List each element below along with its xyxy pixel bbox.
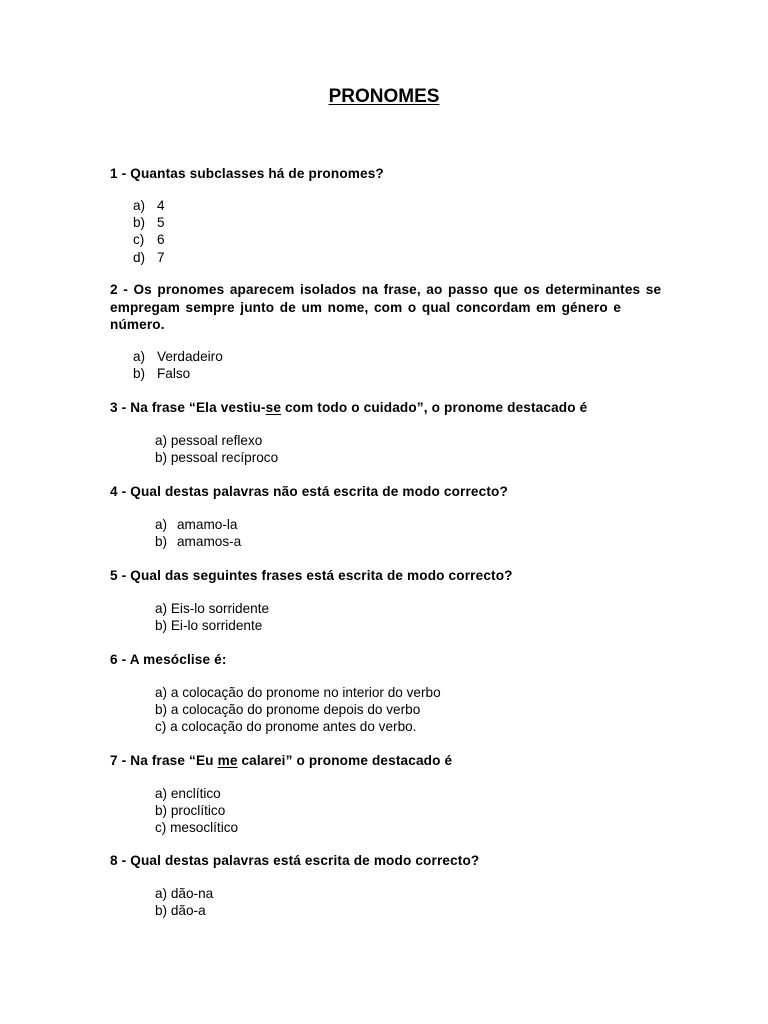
question-4-options	[155, 516, 241, 550]
option-letter: b)	[155, 534, 168, 550]
question-3	[110, 399, 710, 417]
option-4b	[155, 533, 241, 550]
question-2-options	[133, 348, 223, 382]
option-text: amamo-la	[177, 517, 238, 532]
question-3-text-after: com todo o cuidado”, o pronome destacado é	[281, 400, 588, 415]
option-text: Falso	[157, 366, 191, 382]
option-2b	[133, 365, 223, 382]
option-8b: b) dão-a	[155, 903, 206, 919]
option-text: 4	[157, 198, 165, 213]
option-1b	[133, 214, 165, 231]
option-7b: b) proclítico	[155, 803, 226, 819]
question-4: 4 - Qual destas palavras não está escrita de modo correcto?	[110, 484, 508, 499]
option-1c	[133, 231, 165, 248]
option-text: 6	[157, 232, 165, 248]
option-text: amamos-a	[177, 534, 242, 550]
option-1a	[133, 197, 165, 214]
question-3-options	[155, 432, 278, 466]
option-4a	[155, 516, 241, 533]
question-2	[110, 281, 710, 334]
option-text: Verdadeiro	[157, 349, 223, 364]
question-8-options	[155, 885, 213, 919]
question-1: 1 - Quantas subclasses há de pronomes?	[110, 166, 384, 181]
option-letter: b)	[133, 366, 146, 382]
option-5a: a) Eis-lo sorridente	[155, 601, 270, 616]
question-3-text-before: 3 - Na frase “Ela vestiu-	[110, 400, 266, 415]
question-2-line-1: 2 - Os pronomes aparecem isolados na frase, ao passo que os determinantes se	[110, 282, 662, 297]
option-1d	[133, 249, 165, 266]
question-7-highlight: me	[217, 753, 238, 768]
question-5-options	[155, 600, 269, 634]
option-8a: a) dão-na	[155, 886, 214, 901]
option-letter: a)	[133, 349, 146, 364]
question-7-text-after: calarei” o pronome destacado é	[237, 753, 453, 768]
option-7a: a) enclítico	[155, 786, 221, 801]
option-letter: a)	[133, 198, 146, 213]
page-title: PRONOMES	[328, 86, 440, 107]
question-7-options	[155, 785, 238, 837]
question-3-highlight: se	[265, 400, 282, 415]
option-2a	[133, 348, 223, 365]
option-7c: c) mesoclítico	[155, 820, 239, 836]
question-6-options	[155, 684, 441, 736]
option-text: 7	[157, 249, 165, 265]
question-1-options	[133, 197, 165, 266]
option-letter: c)	[133, 232, 145, 248]
question-7	[110, 752, 710, 770]
question-7-text-before: 7 - Na frase “Eu	[110, 753, 218, 768]
option-6c: c) a colocação do pronome antes do verbo.	[155, 719, 417, 735]
option-6a: a) a colocação do pronome no interior do verbo	[155, 685, 441, 700]
question-2-line-3: número.	[110, 317, 165, 332]
option-5b: b) Ei-lo sorridente	[155, 618, 263, 634]
option-3b: b) pessoal recíproco	[155, 450, 279, 466]
question-5: 5 - Qual das seguintes frases está escrita de modo correcto?	[110, 568, 513, 583]
option-letter: a)	[155, 517, 168, 532]
option-3a: a) pessoal reflexo	[155, 433, 263, 448]
option-letter: b)	[133, 215, 146, 231]
option-6b: b) a colocação do pronome depois do verbo	[155, 702, 421, 718]
option-text: 5	[157, 215, 165, 231]
question-8: 8 - Qual destas palavras está escrita de modo correcto?	[110, 853, 480, 868]
option-letter: d)	[133, 249, 146, 265]
question-6: 6 - A mesóclise é:	[110, 652, 227, 667]
question-2-line-2: empregam sempre junto de um nome, com o qual concordam em género e	[110, 299, 622, 315]
